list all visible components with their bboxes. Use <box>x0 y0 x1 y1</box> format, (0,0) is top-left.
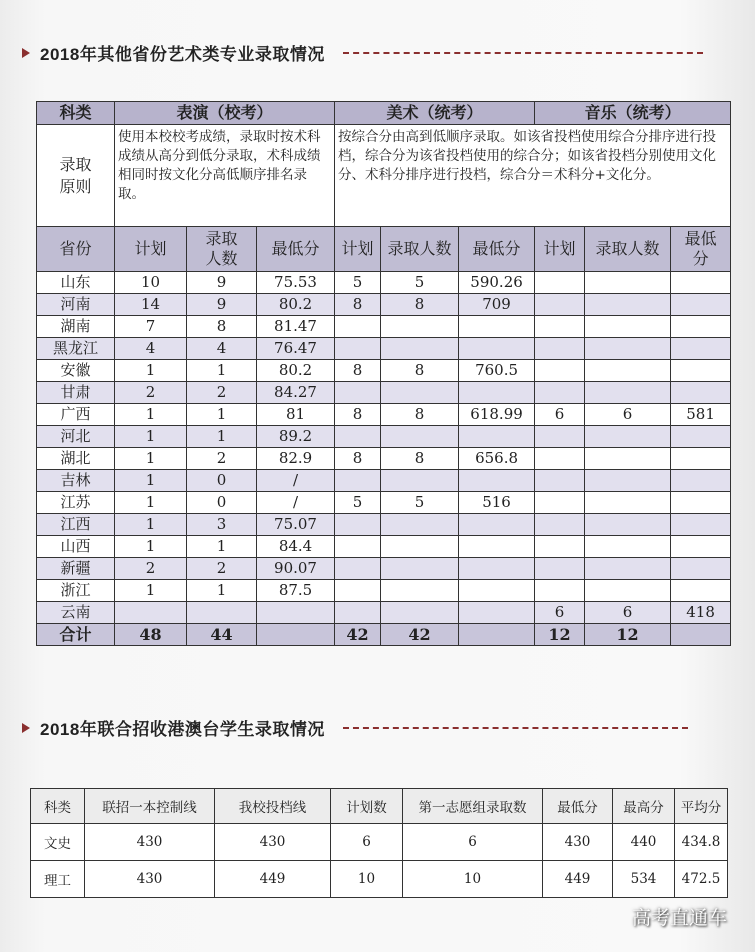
table2-header-cell: 计划数 <box>331 789 403 824</box>
cell-m-admit <box>381 338 459 360</box>
cell-b-min: 90.07 <box>257 558 335 580</box>
cell-y-min <box>671 338 731 360</box>
cell-m-admit <box>381 580 459 602</box>
cell-m-plan <box>335 426 381 448</box>
total-b-plan: 48 <box>115 624 187 646</box>
table-row <box>31 824 728 861</box>
table2-cell: 文史 <box>31 824 85 861</box>
cell-b-plan: 1 <box>115 514 187 536</box>
cell-y-min <box>671 514 731 536</box>
cell-m-admit: 8 <box>381 294 459 316</box>
cell-b-min: 80.2 <box>257 360 335 382</box>
cell-m-admit <box>381 470 459 492</box>
cell-y-plan <box>535 294 585 316</box>
cell-b-admit: 1 <box>187 404 257 426</box>
cell-m-min <box>459 470 535 492</box>
cell-m-admit: 8 <box>381 360 459 382</box>
sub-province: 省份 <box>37 227 115 272</box>
section2-title: 2018年联合招收港澳台学生录取情况 <box>40 720 325 739</box>
cell-m-min: 590.26 <box>459 272 535 294</box>
table2-header-cell: 平均分 <box>675 789 728 824</box>
cell-y-min <box>671 294 731 316</box>
cell-b-plan: 1 <box>115 448 187 470</box>
cell-y-admit: 6 <box>585 404 671 426</box>
cell-province: 湖南 <box>37 316 115 338</box>
table-row <box>37 338 731 360</box>
total-y-admit: 12 <box>585 624 671 646</box>
cell-m-admit <box>381 514 459 536</box>
cell-y-admit <box>585 294 671 316</box>
art-admission-table <box>36 101 731 646</box>
cell-b-admit: 1 <box>187 426 257 448</box>
cell-b-plan: 2 <box>115 382 187 404</box>
cell-m-min <box>459 316 535 338</box>
sub-y-admit: 录取人数 <box>585 227 671 272</box>
cell-b-admit: 4 <box>187 338 257 360</box>
cell-b-min: 89.2 <box>257 426 335 448</box>
cell-m-plan <box>335 580 381 602</box>
cell-b-admit: 1 <box>187 580 257 602</box>
cell-m-min <box>459 558 535 580</box>
sub-m-plan: 计划 <box>335 227 381 272</box>
cell-y-admit <box>585 338 671 360</box>
cell-y-plan <box>535 426 585 448</box>
cell-b-min: 81 <box>257 404 335 426</box>
table2-cell: 534 <box>613 861 675 898</box>
cell-province: 广西 <box>37 404 115 426</box>
cell-province: 山东 <box>37 272 115 294</box>
cell-m-plan <box>335 470 381 492</box>
cell-y-admit <box>585 272 671 294</box>
cell-b-plan: 1 <box>115 492 187 514</box>
cell-b-plan: 1 <box>115 426 187 448</box>
table2-cell: 430 <box>215 824 331 861</box>
table2-cell: 10 <box>331 861 403 898</box>
cell-m-plan <box>335 382 381 404</box>
cell-b-min: / <box>257 470 335 492</box>
cell-province: 河南 <box>37 294 115 316</box>
table2-header-cell: 最低分 <box>543 789 613 824</box>
table-row <box>37 272 731 294</box>
cell-b-admit: 0 <box>187 492 257 514</box>
cell-b-plan: 1 <box>115 404 187 426</box>
cell-m-plan <box>335 514 381 536</box>
cell-m-plan: 8 <box>335 294 381 316</box>
table-row <box>37 404 731 426</box>
cell-y-plan <box>535 316 585 338</box>
table-row <box>37 360 731 382</box>
hmt-admission-table <box>30 788 728 898</box>
total-label: 合计 <box>37 624 115 646</box>
cell-b-plan <box>115 602 187 624</box>
table-row <box>37 536 731 558</box>
cell-y-admit <box>585 536 671 558</box>
table2-cell: 6 <box>403 824 543 861</box>
table-row <box>37 558 731 580</box>
section2-header <box>22 715 688 740</box>
table2-header-cell: 联招一本控制线 <box>85 789 215 824</box>
cell-b-min: 76.47 <box>257 338 335 360</box>
cell-b-min: 75.53 <box>257 272 335 294</box>
cell-b-plan: 1 <box>115 360 187 382</box>
table2-header-cell: 最高分 <box>613 789 675 824</box>
cell-y-plan <box>535 470 585 492</box>
cell-b-min: 84.4 <box>257 536 335 558</box>
table2-cell: 449 <box>543 861 613 898</box>
cell-m-plan: 5 <box>335 492 381 514</box>
sub-y-min: 最低分 <box>671 227 731 272</box>
cell-y-admit <box>585 558 671 580</box>
cell-y-plan <box>535 272 585 294</box>
sub-m-admit: 录取人数 <box>381 227 459 272</box>
total-b-admit: 44 <box>187 624 257 646</box>
cell-y-admit <box>585 492 671 514</box>
cell-y-min <box>671 558 731 580</box>
cell-m-min: 618.99 <box>459 404 535 426</box>
table2-header-cell: 我校投档线 <box>215 789 331 824</box>
cell-province: 浙江 <box>37 580 115 602</box>
cell-y-plan <box>535 580 585 602</box>
cell-m-plan: 8 <box>335 360 381 382</box>
cell-y-admit <box>585 580 671 602</box>
cell-m-admit: 5 <box>381 272 459 294</box>
cell-y-plan <box>535 448 585 470</box>
cell-y-plan <box>535 492 585 514</box>
table2-header-cell: 科类 <box>31 789 85 824</box>
cell-y-min: 581 <box>671 404 731 426</box>
table-row <box>37 602 731 624</box>
cell-m-plan: 5 <box>335 272 381 294</box>
sub-y-plan: 计划 <box>535 227 585 272</box>
cell-province: 湖北 <box>37 448 115 470</box>
cell-province: 安徽 <box>37 360 115 382</box>
cell-m-min <box>459 426 535 448</box>
cell-m-min: 656.8 <box>459 448 535 470</box>
total-m-min <box>459 624 535 646</box>
table-row <box>37 316 731 338</box>
table-row <box>37 382 731 404</box>
table2-cell: 430 <box>85 861 215 898</box>
table2-cell: 理工 <box>31 861 85 898</box>
section1-title: 2018年其他省份艺术类专业录取情况 <box>40 45 325 64</box>
cell-b-plan: 1 <box>115 536 187 558</box>
cell-b-admit: 9 <box>187 294 257 316</box>
cell-m-plan <box>335 558 381 580</box>
cell-y-plan: 6 <box>535 602 585 624</box>
table1-total-row <box>37 624 731 646</box>
cell-y-plan <box>535 558 585 580</box>
table1-body <box>37 272 731 624</box>
table1-subheader-row <box>37 227 731 272</box>
table2-header-cell: 第一志愿组录取数 <box>403 789 543 824</box>
cell-y-admit <box>585 426 671 448</box>
table-row <box>37 294 731 316</box>
table-row <box>37 580 731 602</box>
cell-b-admit: 3 <box>187 514 257 536</box>
table2-cell: 434.8 <box>675 824 728 861</box>
total-y-plan: 12 <box>535 624 585 646</box>
cell-province: 河北 <box>37 426 115 448</box>
table-row <box>37 492 731 514</box>
cell-y-admit <box>585 448 671 470</box>
cell-b-admit: 2 <box>187 382 257 404</box>
cell-m-min <box>459 514 535 536</box>
cell-y-plan <box>535 536 585 558</box>
cell-m-admit: 5 <box>381 492 459 514</box>
section1-header <box>22 40 703 65</box>
cell-y-min <box>671 316 731 338</box>
cell-province: 新疆 <box>37 558 115 580</box>
cell-y-min <box>671 426 731 448</box>
cell-m-plan: 8 <box>335 448 381 470</box>
cell-m-min <box>459 580 535 602</box>
cell-y-plan <box>535 360 585 382</box>
cell-y-admit <box>585 470 671 492</box>
cell-y-min <box>671 448 731 470</box>
cell-b-plan: 4 <box>115 338 187 360</box>
cell-y-min <box>671 536 731 558</box>
cell-y-admit: 6 <box>585 602 671 624</box>
table2-cell: 430 <box>85 824 215 861</box>
table2-body <box>31 789 728 898</box>
cell-y-min <box>671 382 731 404</box>
cell-province: 黑龙江 <box>37 338 115 360</box>
cell-province: 江苏 <box>37 492 115 514</box>
cell-m-min: 516 <box>459 492 535 514</box>
cell-m-min: 760.5 <box>459 360 535 382</box>
cell-y-plan: 6 <box>535 404 585 426</box>
header-biaoyan: 表演（校考） <box>115 102 335 125</box>
table-row <box>37 470 731 492</box>
cell-m-min <box>459 602 535 624</box>
cell-m-plan <box>335 316 381 338</box>
cell-m-plan <box>335 602 381 624</box>
cell-y-min <box>671 492 731 514</box>
cell-b-plan: 7 <box>115 316 187 338</box>
cell-y-min <box>671 470 731 492</box>
cell-b-min: 75.07 <box>257 514 335 536</box>
cell-b-admit: 2 <box>187 558 257 580</box>
table2-cell: 430 <box>543 824 613 861</box>
cell-m-min <box>459 536 535 558</box>
table-row <box>31 861 728 898</box>
cell-b-admit: 9 <box>187 272 257 294</box>
table2-cell: 440 <box>613 824 675 861</box>
cell-b-min: 80.2 <box>257 294 335 316</box>
rule-biaoyan: 使用本校校考成绩，录取时按术科成绩从高分到低分录取，术科成绩相同时按文化分高低顺序排名录取。 <box>115 125 335 227</box>
total-y-min <box>671 624 731 646</box>
cell-m-admit <box>381 536 459 558</box>
cell-b-min <box>257 602 335 624</box>
total-b-min <box>257 624 335 646</box>
cell-b-plan: 1 <box>115 470 187 492</box>
cell-b-admit <box>187 602 257 624</box>
cell-province: 吉林 <box>37 470 115 492</box>
rule-label: 录取原则 <box>37 125 115 227</box>
table2-cell: 6 <box>331 824 403 861</box>
cell-b-min: 84.27 <box>257 382 335 404</box>
sub-m-min: 最低分 <box>459 227 535 272</box>
table-row <box>37 448 731 470</box>
cell-y-plan <box>535 338 585 360</box>
table-row <box>37 426 731 448</box>
header-kelei: 科类 <box>37 102 115 125</box>
sub-b-admit: 录取人数 <box>187 227 257 272</box>
cell-m-admit: 8 <box>381 448 459 470</box>
cell-b-min: / <box>257 492 335 514</box>
cell-b-admit: 1 <box>187 536 257 558</box>
cell-y-min <box>671 580 731 602</box>
cell-b-admit: 1 <box>187 360 257 382</box>
header-meishu: 美术（统考） <box>335 102 535 125</box>
cell-b-plan: 14 <box>115 294 187 316</box>
cell-province: 云南 <box>37 602 115 624</box>
triangle-bullet-icon <box>22 723 30 733</box>
cell-m-plan: 8 <box>335 404 381 426</box>
dashed-divider <box>343 52 703 54</box>
cell-province: 甘肃 <box>37 382 115 404</box>
table2-cell: 449 <box>215 861 331 898</box>
rule-meishu-yinyue: 按综合分由高到低顺序录取。如该省投档使用综合分排序进行投档，综合分为该省投档使用的综合分；如该省投档分别使用文化分、术科分排序进行投档，综合分＝术科分+文化分。 <box>335 125 731 227</box>
cell-b-min: 87.5 <box>257 580 335 602</box>
cell-y-admit <box>585 316 671 338</box>
cell-b-admit: 8 <box>187 316 257 338</box>
sub-b-min: 最低分 <box>257 227 335 272</box>
table2-header-row <box>31 789 728 824</box>
cell-y-plan <box>535 382 585 404</box>
cell-b-admit: 0 <box>187 470 257 492</box>
cell-y-min <box>671 360 731 382</box>
header-yinyue: 音乐（统考） <box>535 102 731 125</box>
total-m-admit: 42 <box>381 624 459 646</box>
cell-province: 山西 <box>37 536 115 558</box>
cell-m-plan <box>335 338 381 360</box>
cell-b-min: 81.47 <box>257 316 335 338</box>
table2-cell: 472.5 <box>675 861 728 898</box>
cell-y-admit <box>585 382 671 404</box>
total-m-plan: 42 <box>335 624 381 646</box>
rule-row <box>37 125 731 227</box>
cell-m-min: 709 <box>459 294 535 316</box>
cell-y-admit <box>585 360 671 382</box>
cell-m-admit <box>381 602 459 624</box>
cell-b-min: 82.9 <box>257 448 335 470</box>
cell-m-admit <box>381 382 459 404</box>
dashed-divider <box>343 727 688 729</box>
triangle-bullet-icon <box>22 48 30 58</box>
cell-m-plan <box>335 536 381 558</box>
watermark: 高考直通车 <box>631 907 727 929</box>
sub-b-plan: 计划 <box>115 227 187 272</box>
cell-m-min <box>459 382 535 404</box>
cell-b-plan: 2 <box>115 558 187 580</box>
cell-m-admit: 8 <box>381 404 459 426</box>
cell-m-admit <box>381 316 459 338</box>
cell-m-min <box>459 338 535 360</box>
cell-y-admit <box>585 514 671 536</box>
table2-cell: 10 <box>403 861 543 898</box>
cell-b-plan: 1 <box>115 580 187 602</box>
cell-m-admit <box>381 426 459 448</box>
cell-province: 江西 <box>37 514 115 536</box>
cell-y-min <box>671 272 731 294</box>
cell-m-admit <box>381 558 459 580</box>
cell-b-plan: 10 <box>115 272 187 294</box>
cell-y-min: 418 <box>671 602 731 624</box>
table1-header-row <box>37 102 731 125</box>
cell-y-plan <box>535 514 585 536</box>
cell-b-admit: 2 <box>187 448 257 470</box>
table-row <box>37 514 731 536</box>
